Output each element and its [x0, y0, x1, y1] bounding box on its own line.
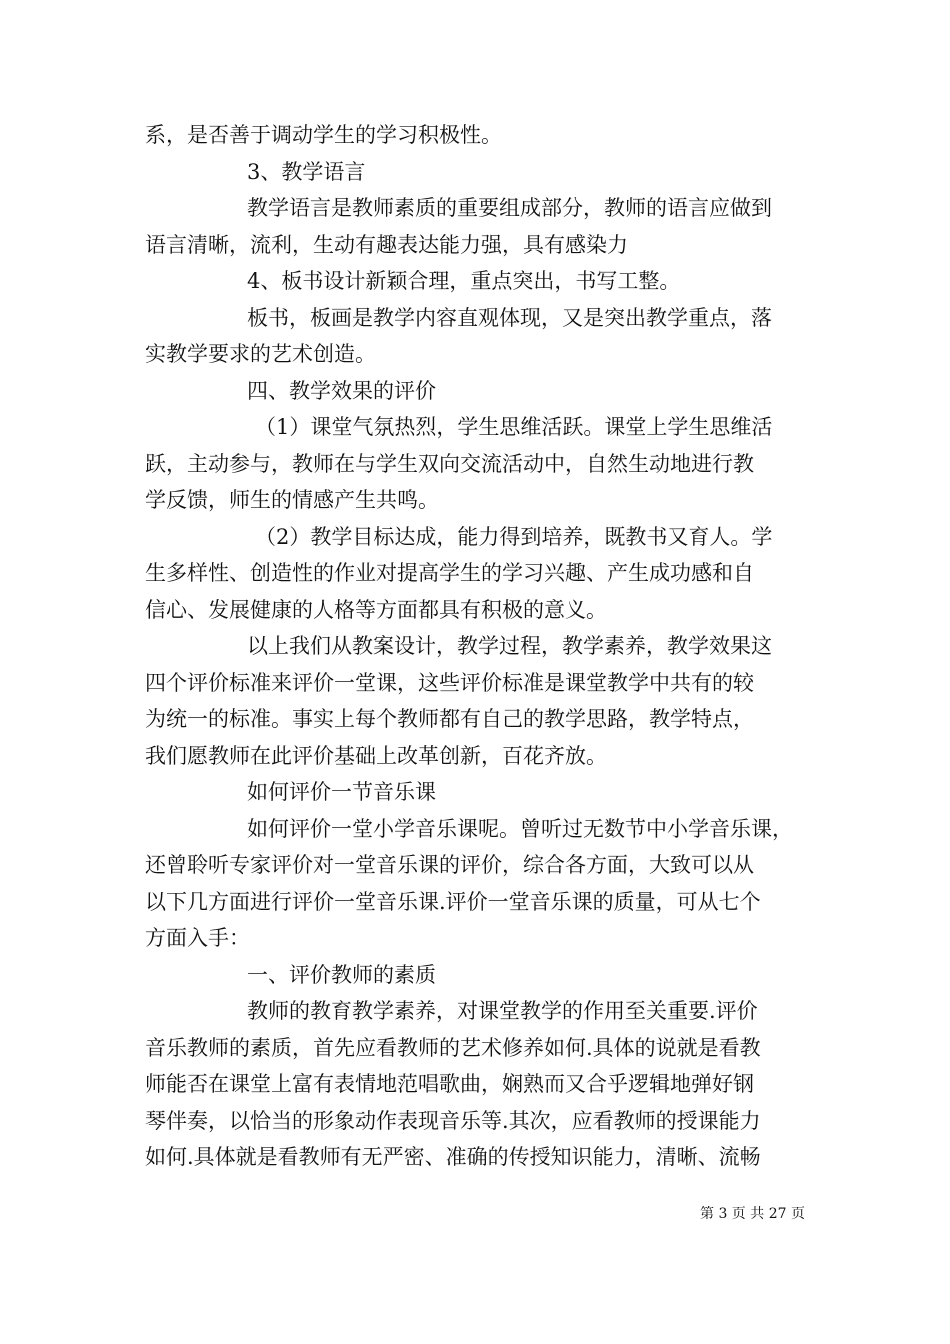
text-line: 为统一的标准。事实上每个教师都有自己的教学思路，教学特点，	[145, 707, 754, 731]
text-line: 如何评价一堂小学音乐课呢。曾听过无数节中小学音乐课，	[247, 816, 793, 841]
text-line: 还曾聆听专家评价对一堂音乐课的评价，综合各方面，大致可以从	[145, 853, 754, 877]
text-line: 语言清晰，流利，生动有趣表达能力强，具有感染力	[145, 232, 628, 257]
page-number-footer: 第 3 页 共 27 页	[700, 1206, 805, 1222]
text-line: 信心、发展健康的人格等方面都具有积极的意义。	[145, 597, 607, 622]
text-line: （2）教学目标达成，能力得到培养，既教书又育人。学	[255, 524, 773, 549]
text-line: 我们愿教师在此评价基础上改革创新，百花齐放。	[145, 743, 607, 768]
text-line: 3、教学语言	[247, 159, 366, 184]
text-line: 4、板书设计新颖合理，重点突出，书写工整。	[247, 269, 681, 293]
text-line: 跃，主动参与，教师在与学生双向交流活动中，自然生动地进行教	[145, 451, 754, 476]
text-line: 学反馈，师生的情感产生共鸣。	[145, 488, 439, 512]
text-line: 四、教学效果的评价	[247, 378, 436, 403]
body-text	[145, 117, 813, 1176]
text-line: （1）课堂气氛热烈，学生思维活跃。课堂上学生思维活	[255, 415, 773, 439]
text-line: 以上我们从教案设计，教学过程，教学素养，教学效果这	[247, 634, 772, 658]
text-line: 生多样性、创造性的作业对提高学生的学习兴趣、产生成功感和自	[145, 561, 754, 585]
text-line: 音乐教师的素质，首先应看教师的艺术修养如何.具体的说就是看教	[145, 1035, 761, 1060]
text-line: 板书，板画是教学内容直观体现，又是突出教学重点，落	[247, 305, 772, 330]
text-line: 方面入手：	[145, 926, 250, 950]
text-line: 一、评价教师的素质	[247, 962, 436, 987]
text-line: 以下几方面进行评价一堂音乐课.评价一堂音乐课的质量，可从七个	[145, 889, 761, 914]
text-line: 四个评价标准来评价一堂课，这些评价标准是课堂教学中共有的较	[145, 670, 754, 695]
text-line: 琴伴奏，以恰当的形象动作表现音乐等.其次，应看教师的授课能力	[145, 1108, 761, 1133]
text-line: 师能否在课堂上富有表情地范唱歌曲，娴熟而又合乎逻辑地弹好钢	[145, 1072, 754, 1096]
text-line: 如何.具体就是看教师有无严密、准确的传授知识能力，清晰、流畅	[145, 1145, 761, 1169]
text-line: 如何评价一节音乐课	[247, 780, 436, 804]
text-line: 系，是否善于调动学生的学习积极性。	[145, 123, 502, 147]
text-line: 教师的教育教学素养，对课堂教学的作用至关重要.评价	[247, 999, 758, 1023]
text-line: 教学语言是教师素质的重要组成部分，教师的语言应做到	[247, 196, 772, 220]
text-line: 实教学要求的艺术创造。	[145, 342, 376, 366]
